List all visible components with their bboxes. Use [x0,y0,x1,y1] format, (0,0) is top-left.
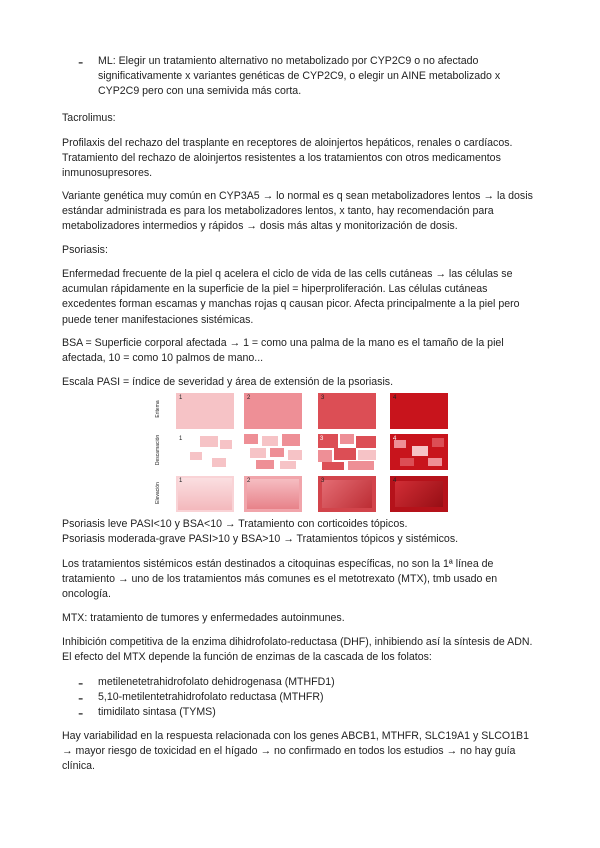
paragraph-dhf: Inhibición competitiva de la enzima dihidrofolato-reductasa (DHF), inhibiendo así la síntesis de ADN. El efecto del MTX depende la función de enzimas de la cascada de los folatos: [62,636,533,664]
document-page: - ML: Elegir un tratamiento alternativo no metabolizado por CYP2C9 o no afectado significativamente x variantes genéticas de CYP2C9, o elegir un AINE metabolizado x CYP2C9 pero con una semivida más corta. Tacrolimus: Profilaxis del rechazo del trasplante en receptores de aloinjertos hepáticos, renales o cardíacos. Tratamiento del rechazo de aloinjertos resistentes a los tratamientos con otros medicamentos inmunosupresores. Variante genética muy común en CYP3A5 → lo normal es q sean metabolizadores lentos → la dosis estándar administrada es para los metabolizadores lentos, x tanto, hay recomendación para metabolizadores intermedios y rápidos → dosis más altas y monitorización de dosis. Psoriasis: Enfermedad frecuente de la piel q acelera el ciclo de vida de las cells cutáneas → las células se acumulan rápidamente en la superficie de la piel = hiperproliferación. Las células cutáneas excedentes forman escamas y manchas rojas q causan picor. Afecta principalmente a la piel pero puede tener manifestaciones sistémicas. BSA = Superficie corporal afectada → 1 = como una palma de la mano es el tamaño de la piel afectada, 10 = como 10 palmos de mano... Escala PASI = índice de severidad y área de extensión de la psoriasis. Eritema 1 2 3 4 Descamación 1 3 4 Elevación 1 2 3 4 Psoriasis leve PASI<10 y BSA<10 → Tratamiento con corticoides tópicos. Psoriasis moderada-grave PASI>10 y BSA>10 → Tratamientos tópicos y sistémicos. Los tratamientos sistémicos están destinados a citoquinas específicas, no son la 1ª línea de tratamiento → uno de los tratamientos más comunes es el metotrexato (MTX), tmb usado en oncología. MTX: tratamiento de tumores y enfermedades autoinmunes. Inhibición competitiva de la enzima dihidrofolato-reductasa (DHF), inhibiendo así la síntesis de ADN. El efecto del MTX depende la función de enzimas de la cascada de los folatos: - metilenetetrahidrofolato dehidrogenasa (MTHFD1) - 5,10-metilentetrahidrofolato reductasa (MTHFR) - timidilato sintasa (TYMS) Hay variabilidad en la respuesta relacionada con los genes ABCB1, MTHFR, SLC19A1 y SLCO1B1 → mayor riesgo de toxicidad en el hígado → no confirmado en todos los estudios → no hay guía clínica. [0,0,600,848]
section-heading-psoriasis: Psoriasis: [62,244,108,256]
paragraph-variability: Hay variabilidad en la respuesta relacionada con los genes ABCB1, MTHFR, SLC19A1 y SLCO1B1 → mayor riesgo de toxicidad en el hígado → no confirmado en todos los estudios → no hay guía clínica. [62,730,529,773]
severity-moderate-severe: Psoriasis moderada-grave PASI>10 y BSA>10 → Tratamientos tópicos y sistémicos. [62,533,459,545]
paragraph-tacrolimus-indications: Profilaxis del rechazo del trasplante en receptores de aloinjertos hepáticos, renales o cardíacos. Tratamiento del rechazo de aloinjertos resistentes a los tratamientos con otros medicamentos inmunosupresores. [62,137,513,180]
pasi-severity-figure [152,390,448,514]
severity-mild: Psoriasis leve PASI<10 y BSA<10 → Tratamiento con corticoides tópicos. [62,518,408,530]
figure-cell: 1 [176,434,234,470]
figure-cell: 1 [176,476,234,512]
paragraph-pasi: Escala PASI = índice de severidad y área de extensión de la psoriasis. [62,376,394,388]
figure-cell: 4 [390,434,448,470]
paragraph-bsa: BSA = Superficie corporal afectada → 1 = como una palma de la mano es el tamaño de la piel afectada, 10 = como 10 palmos de mano... [62,337,504,365]
paragraph-systemic-treatments: Los tratamientos sistémicos están destinados a citoquinas específicas, no son la 1ª línea de tratamiento → uno de los tratamientos más comunes es el metotrexato (MTX), tmb usado en oncología. [62,558,498,601]
row-label-descamacion: Descamación [155,434,161,466]
figure-cell: 3 [318,393,376,429]
list-item-text: timidilato sintasa (TYMS) [98,706,216,718]
row-label-elevacion: Elevación [155,482,161,504]
figure-cell [244,434,302,470]
figure-cell: 3 [318,476,376,512]
section-heading-tacrolimus: Tacrolimus: [62,112,116,124]
figure-cell: 4 [390,476,448,512]
paragraph-tacrolimus-cyp3a5: Variante genética muy común en CYP3A5 → lo normal es q sean metabolizadores lentos → la dosis estándar administrada es para los metabolizadores lentos, x tanto, hay recomendación para metabolizadores intermedios y rápidos → dosis más altas y monitorización de dosis. [62,190,533,233]
figure-cell: 1 [176,393,234,429]
figure-cell: 3 [318,434,376,470]
paragraph-mtx: MTX: tratamiento de tumores y enfermedades autoinmunes. [62,612,345,624]
list-item-text: 5,10-metilentetrahidrofolato reductasa (MTHFR) [98,691,324,703]
list-item-text: metilenetetrahidrofolato dehidrogenasa (MTHFD1) [98,676,335,688]
figure-cell: 2 [244,393,302,429]
list-item-text: ML: Elegir un tratamiento alternativo no metabolizado por CYP2C9 o no afectado significativamente x variantes genéticas de CYP2C9, o elegir un AINE metabolizado x CYP2C9 pero con una semivida más corta. [98,55,501,98]
figure-cell: 4 [390,393,448,429]
row-label-eritema: Eritema [155,400,161,418]
figure-cell: 2 [244,476,302,512]
list-dash: - [78,54,84,71]
paragraph-psoriasis-definition: Enfermedad frecuente de la piel q acelera el ciclo de vida de las cells cutáneas → las células se acumulan rápidamente en la superficie de la piel = hiperproliferación. Las células cutáneas excedentes forman escamas y manchas rojas q causan picor. Afecta principalmente a la piel pero puede tener manifestaciones sistémicas. [62,268,520,326]
